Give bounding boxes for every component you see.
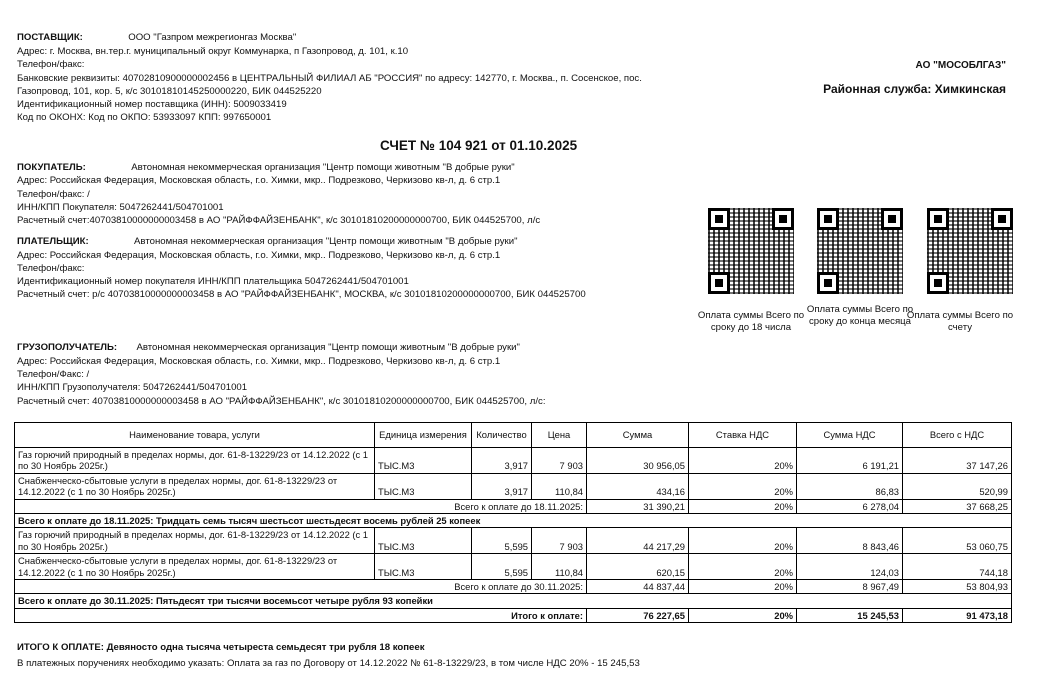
subtotal-row	[15, 499, 1012, 513]
col-header-total: Всего с НДС	[903, 423, 1012, 448]
buyer-address: Адрес: Российская Федерация, Московская область, г.о. Химки, мкр.. Подрезково, Черкизово кв-л, д. 6 стр.1	[17, 175, 501, 186]
table-row	[15, 473, 1012, 499]
item-rate: 20%	[689, 528, 797, 554]
item-rate: 20%	[689, 554, 797, 580]
total-words: Всего к оплате до 30.11.2025: Пятьдесят три тысячи восемьсот четыре рубля 93 копейки	[15, 594, 1012, 608]
table-row	[15, 554, 1012, 580]
supplier-name: ООО "Газпром межрегионгаз Москва"	[128, 32, 297, 43]
item-rate: 20%	[689, 448, 797, 474]
supplier-label: ПОСТАВЩИК:	[17, 32, 83, 43]
col-header-rate: Ставка НДС	[689, 423, 797, 448]
buyer-name-line	[17, 161, 515, 174]
payer-name-line	[17, 235, 518, 248]
subtotal-vat: 6 278,04	[797, 499, 903, 513]
item-price: 110,84	[532, 473, 587, 499]
col-header-sum: Сумма	[587, 423, 689, 448]
subtotal-sum: 44 837,44	[587, 580, 689, 594]
item-sum: 44 217,29	[587, 528, 689, 554]
item-total: 53 060,75	[903, 528, 1012, 554]
item-name: Газ горючий природный в пределах нормы, дог. 61-8-13229/23 от 14.12.2022 (с 1 по 30 Ноябрь 2025г.)	[15, 528, 375, 554]
supplier-codes: Код по ОКОНХ: Код по ОКПО: 53933097 КПП: 997650001	[17, 112, 272, 123]
consignee-label: ГРУЗОПОЛУЧАТЕЛЬ:	[17, 342, 118, 353]
grand-total-label: Итого к оплате:	[15, 608, 587, 622]
subtotal-sum: 31 390,21	[587, 499, 689, 513]
footer-total-words: ИТОГО К ОПЛАТЕ: Девяносто одна тысяча четыреста семьдесят три рубля 18 копеек	[17, 642, 425, 653]
item-qty: 3,917	[472, 473, 532, 499]
consignee-address: Адрес: Российская Федерация, Московская область, г.о. Химки, мкр.. Подрезково, Черкизово кв-л, д. 6 стр.1	[17, 356, 501, 367]
item-name: Газ горючий природный в пределах нормы, дог. 61-8-13229/23 от 14.12.2022 (с 1 по 30 Ноябрь 2025г.)	[15, 448, 375, 474]
col-header-unit: Единица измерения	[375, 423, 472, 448]
item-price: 110,84	[532, 554, 587, 580]
item-name: Снабженческо-сбытовые услуги в пределах нормы, дог. 61-8-13229/23 от 14.12.2022 (с 1 по 30 Ноябрь 2025г.)	[15, 554, 375, 580]
grand-total-sum: 76 227,65	[587, 608, 689, 622]
invoice-table	[14, 422, 1012, 623]
item-total: 744,18	[903, 554, 1012, 580]
item-unit: ТЫС.М3	[375, 528, 472, 554]
item-name: Снабженческо-сбытовые услуги в пределах нормы, дог. 61-8-13229/23 от 14.12.2022 (с 1 по 30 Ноябрь 2025г.)	[15, 473, 375, 499]
buyer-account: Расчетный счет:40703810000000003458 в АО "РАЙФФАЙЗЕНБАНК", к/с 30101810200000000700, БИК 044525700, л/с	[17, 215, 541, 226]
consignee-name-line	[17, 341, 520, 354]
grand-total-total: 91 473,18	[903, 608, 1012, 622]
item-vat: 6 191,21	[797, 448, 903, 474]
subtotal-row	[15, 580, 1012, 594]
total-words: Всего к оплате до 18.11.2025: Тридцать семь тысяч шестьсот шестьдесят восемь рублей 25 копеек	[15, 514, 1012, 528]
item-qty: 5,595	[472, 528, 532, 554]
item-total: 520,99	[903, 473, 1012, 499]
qr-caption-month: Оплата суммы Всего по сроку до конца месяца	[806, 304, 914, 327]
payer-account: Расчетный счет: р/с 40703810000000003458 в АО "РАЙФФАЙЗЕНБАНК", МОСКВА, к/с 30101810200000000700, БИК 044525700	[17, 289, 586, 300]
consignee-name: Автономная некоммерческая организация "Центр помощи животным "В добрые руки"	[136, 342, 520, 353]
org-department: Районная служба: Химкинская	[823, 82, 1006, 96]
qr-code-month	[817, 208, 903, 294]
qr-caption-18: Оплата суммы Всего по сроку до 18 числа	[697, 310, 805, 333]
qr-code-18	[708, 208, 794, 294]
subtotal-label: Всего к оплате до 30.11.2025:	[15, 580, 587, 594]
col-header-qty: Количество	[472, 423, 532, 448]
item-vat: 124,03	[797, 554, 903, 580]
item-vat: 86,83	[797, 473, 903, 499]
item-vat: 8 843,46	[797, 528, 903, 554]
qr-code-total	[927, 208, 1013, 294]
buyer-phone: Телефон/факс: /	[17, 189, 90, 200]
buyer-name: Автономная некоммерческая организация "Центр помощи животным "В добрые руки"	[131, 162, 515, 173]
payer-label: ПЛАТЕЛЬЩИК:	[17, 236, 89, 247]
item-sum: 30 956,05	[587, 448, 689, 474]
item-total: 37 147,26	[903, 448, 1012, 474]
grand-total-rate: 20%	[689, 608, 797, 622]
item-qty: 5,595	[472, 554, 532, 580]
payer-phone: Телефон/факс:	[17, 263, 85, 274]
item-unit: ТЫС.М3	[375, 448, 472, 474]
qr-caption-total: Оплата суммы Всего по счету	[906, 310, 1014, 333]
buyer-label: ПОКУПАТЕЛЬ:	[17, 162, 86, 173]
supplier-inn: Идентификационный номер поставщика (ИНН): 5009033419	[17, 99, 287, 110]
table-row	[15, 448, 1012, 474]
total-words-row	[15, 514, 1012, 528]
subtotal-rate: 20%	[689, 580, 797, 594]
item-price: 7 903	[532, 448, 587, 474]
supplier-bank-1: Банковские реквизиты: 40702810900000002456 в ЦЕНТРАЛЬНЫЙ ФИЛИАЛ АБ "РОССИЯ" по адресу: 142770, г. Москва., п. Сосенское, пос.	[17, 73, 642, 84]
total-words-row	[15, 594, 1012, 608]
footer-payment-note: В платежных поручениях необходимо указать: Оплата за газ по Договору от 14.12.2022 № 61-8-13229/23, в том числе НДС 20% - 15 245,53	[17, 658, 640, 669]
item-rate: 20%	[689, 473, 797, 499]
subtotal-label: Всего к оплате до 18.11.2025:	[15, 499, 587, 513]
col-header-price: Цена	[532, 423, 587, 448]
payer-innkpp: Идентификационный номер покупателя ИНН/КПП плательщика 5047262441/504701001	[17, 276, 409, 287]
supplier-bank-2: Газопровод, 101, кор. 5, к/с 30101810145250000220, БИК 044525220	[17, 86, 322, 97]
col-header-name: Наименование товара, услуги	[15, 423, 375, 448]
item-price: 7 903	[532, 528, 587, 554]
org-name: АО "МОСОБЛГАЗ"	[915, 60, 1006, 71]
grand-total-vat: 15 245,53	[797, 608, 903, 622]
col-header-vat: Сумма НДС	[797, 423, 903, 448]
consignee-account: Расчетный счет: 40703810000000003458 в АО "РАЙФФАЙЗЕНБАНК", к/с 30101810200000000700, БИК 044525700, л/с:	[17, 396, 546, 407]
buyer-innkpp: ИНН/КПП Покупателя: 5047262441/504701001	[17, 202, 224, 213]
item-qty: 3,917	[472, 448, 532, 474]
subtotal-total: 53 804,93	[903, 580, 1012, 594]
item-sum: 620,15	[587, 554, 689, 580]
item-unit: ТЫС.М3	[375, 473, 472, 499]
item-sum: 434,16	[587, 473, 689, 499]
consignee-innkpp: ИНН/КПП Грузополучателя: 5047262441/504701001	[17, 382, 248, 393]
payer-address: Адрес: Российская Федерация, Московская область, г.о. Химки, мкр.. Подрезково, Черкизово кв-л, д. 6 стр.1	[17, 250, 501, 261]
table-header-row	[15, 423, 1012, 448]
subtotal-vat: 8 967,49	[797, 580, 903, 594]
consignee-phone: Телефон/Факс: /	[17, 369, 90, 380]
subtotal-rate: 20%	[689, 499, 797, 513]
supplier-phone: Телефон/факс:	[17, 59, 85, 70]
payer-name: Автономная некоммерческая организация "Центр помощи животным "В добрые руки"	[134, 236, 518, 247]
grand-total-row	[15, 608, 1012, 622]
supplier-address: Адрес: г. Москва, вн.тер.г. муниципальный округ Коммунарка, п Газопровод, д. 101, к.10	[17, 46, 409, 57]
invoice-title: СЧЕТ № 104 921 от 01.10.2025	[380, 138, 578, 153]
supplier-name-line	[17, 31, 296, 44]
item-unit: ТЫС.М3	[375, 554, 472, 580]
table-row	[15, 528, 1012, 554]
subtotal-total: 37 668,25	[903, 499, 1012, 513]
